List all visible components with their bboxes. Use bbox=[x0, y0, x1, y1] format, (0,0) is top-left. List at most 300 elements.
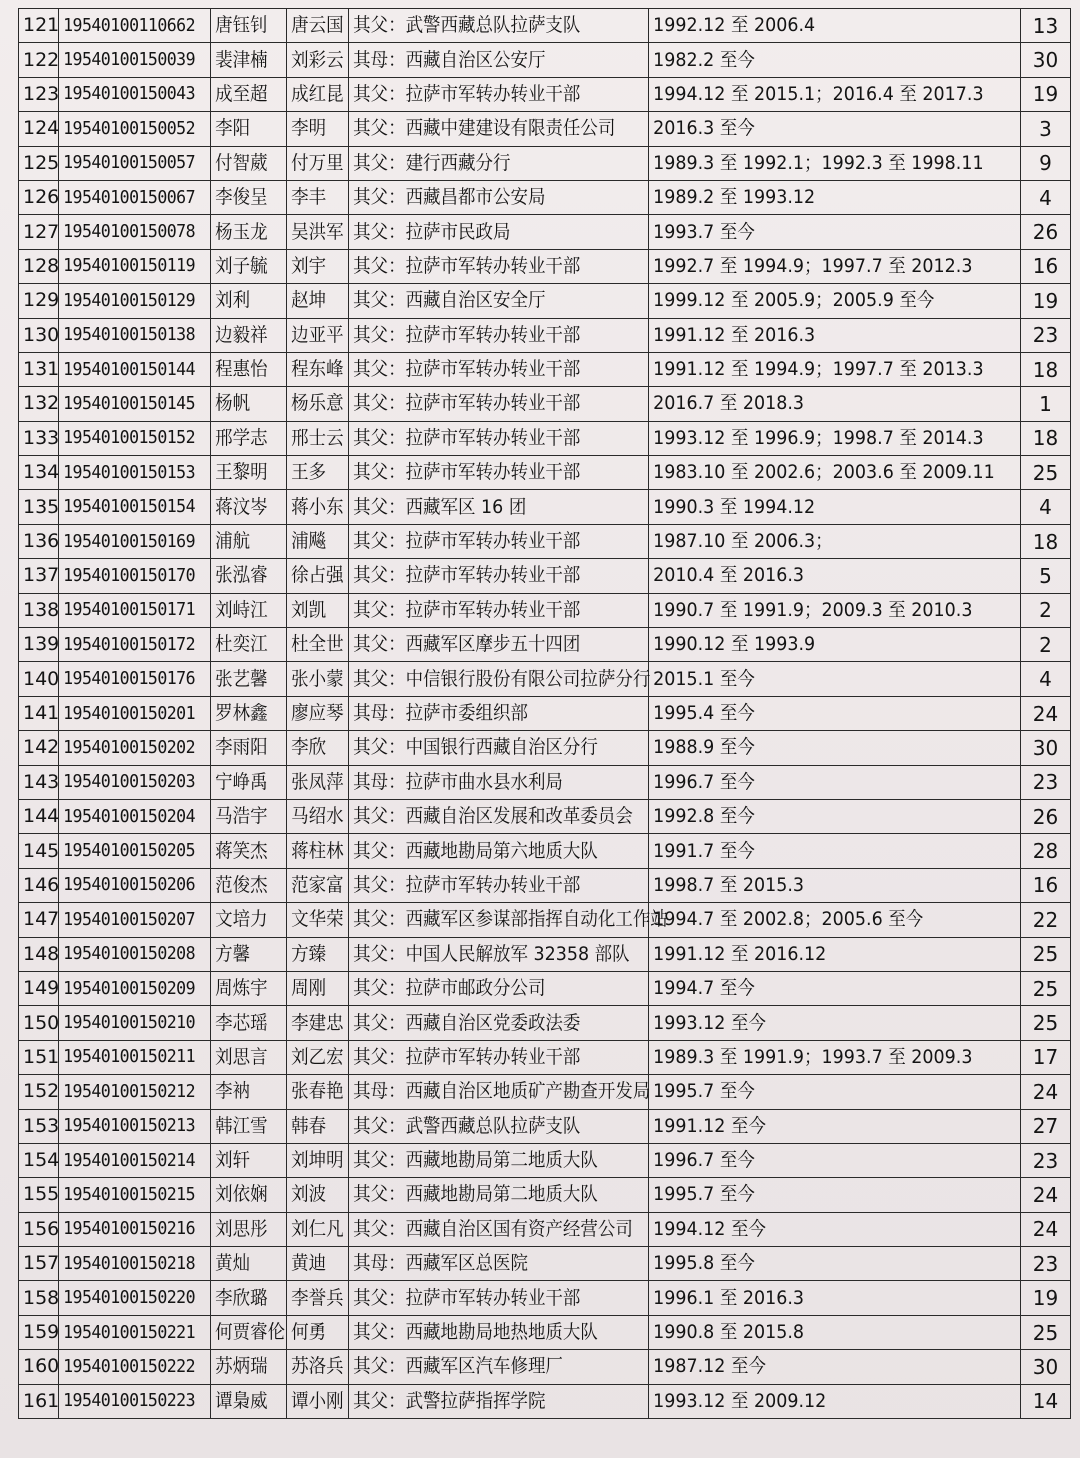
registration-number-cell: 19540100150145 bbox=[59, 387, 199, 421]
service-period-cell: 1995.7 至今 bbox=[649, 1178, 991, 1212]
table-row bbox=[19, 971, 1071, 1005]
parent-name-cell: 成红昆 bbox=[287, 77, 344, 111]
row-number-cell: 146 bbox=[19, 868, 59, 902]
service-period-cell: 1993.12 至 1996.9；1998.7 至 2014.3 bbox=[649, 421, 991, 455]
table-row bbox=[19, 112, 1071, 146]
parent-name-cell: 刘乙宏 bbox=[287, 1040, 344, 1074]
row-number-cell: 152 bbox=[19, 1075, 59, 1109]
parent-relation-and-employer-cell: 其父：武警西藏总队拉萨支队 bbox=[349, 1109, 625, 1143]
row-number-cell: 154 bbox=[19, 1143, 59, 1177]
service-period-cell: 1990.8 至 2015.8 bbox=[649, 1315, 991, 1349]
student-name-cell: 何贾睿伦 bbox=[211, 1315, 281, 1349]
service-period-cell: 1994.7 至今 bbox=[649, 971, 991, 1005]
parent-name-cell: 周刚 bbox=[287, 971, 344, 1005]
parent-relation-and-employer-cell: 其父：西藏军区 16 团 bbox=[349, 490, 625, 524]
registration-number-cell: 19540100150223 bbox=[59, 1384, 199, 1418]
registration-number-cell: 19540100150201 bbox=[59, 696, 199, 730]
registration-number-cell: 19540100150170 bbox=[59, 559, 199, 593]
parent-name-cell: 廖应琴 bbox=[287, 696, 344, 730]
parent-name-cell: 唐云国 bbox=[287, 9, 344, 43]
parent-relation-and-employer-cell: 其父：拉萨市军转办转业干部 bbox=[349, 456, 625, 490]
years-served-cell: 23 bbox=[1021, 1247, 1071, 1281]
parent-name-cell: 苏洛兵 bbox=[287, 1350, 344, 1384]
years-served-cell: 9 bbox=[1021, 146, 1071, 180]
student-name-cell: 刘思言 bbox=[211, 1040, 281, 1074]
parent-name-cell: 文华荣 bbox=[287, 903, 344, 937]
row-number-cell: 137 bbox=[19, 559, 59, 593]
table-row bbox=[19, 180, 1071, 214]
parent-name-cell: 刘宇 bbox=[287, 249, 344, 283]
years-served-cell: 25 bbox=[1021, 456, 1071, 490]
student-name-cell: 范俊杰 bbox=[211, 868, 281, 902]
table-row bbox=[19, 43, 1071, 77]
row-number-cell: 150 bbox=[19, 1006, 59, 1040]
registration-number-cell: 19540100150205 bbox=[59, 834, 199, 868]
years-served-cell: 4 bbox=[1021, 662, 1071, 696]
registration-number-cell: 19540100150169 bbox=[59, 524, 199, 558]
registration-number-cell: 19540100150203 bbox=[59, 765, 199, 799]
parent-name-cell: 浦飚 bbox=[287, 524, 344, 558]
table-row bbox=[19, 1315, 1071, 1349]
years-served-cell: 16 bbox=[1021, 249, 1071, 283]
row-number-cell: 129 bbox=[19, 284, 59, 318]
years-served-cell: 30 bbox=[1021, 43, 1071, 77]
row-number-cell: 139 bbox=[19, 628, 59, 662]
table-row bbox=[19, 868, 1071, 902]
row-number-cell: 153 bbox=[19, 1109, 59, 1143]
roster-table bbox=[18, 8, 1071, 1419]
student-name-cell: 罗林鑫 bbox=[211, 696, 281, 730]
parent-relation-and-employer-cell: 其父：拉萨市军转办转业干部 bbox=[349, 77, 625, 111]
row-number-cell: 140 bbox=[19, 662, 59, 696]
registration-number-cell: 19540100150039 bbox=[59, 43, 199, 77]
years-served-cell: 30 bbox=[1021, 1350, 1071, 1384]
student-name-cell: 黄灿 bbox=[211, 1247, 281, 1281]
table-row bbox=[19, 524, 1071, 558]
parent-relation-and-employer-cell: 其父：拉萨市军转办转业干部 bbox=[349, 868, 625, 902]
student-name-cell: 刘峙江 bbox=[211, 593, 281, 627]
row-number-cell: 136 bbox=[19, 524, 59, 558]
table-row bbox=[19, 731, 1071, 765]
parent-relation-and-employer-cell: 其父：西藏自治区国有资产经营公司 bbox=[349, 1212, 625, 1246]
student-name-cell: 李雨阳 bbox=[211, 731, 281, 765]
parent-name-cell: 马绍水 bbox=[287, 799, 344, 833]
service-period-cell: 1990.12 至 1993.9 bbox=[649, 628, 991, 662]
table-row bbox=[19, 490, 1071, 524]
registration-number-cell: 19540100150214 bbox=[59, 1143, 199, 1177]
years-served-cell: 25 bbox=[1021, 1315, 1071, 1349]
parent-relation-and-employer-cell: 其父：西藏军区汽车修理厂 bbox=[349, 1350, 625, 1384]
row-number-cell: 159 bbox=[19, 1315, 59, 1349]
table-row bbox=[19, 937, 1071, 971]
registration-number-cell: 19540100110662 bbox=[59, 9, 199, 43]
table-row bbox=[19, 456, 1071, 490]
table-row bbox=[19, 1040, 1071, 1074]
student-name-cell: 成至超 bbox=[211, 77, 281, 111]
registration-number-cell: 19540100150154 bbox=[59, 490, 199, 524]
parent-name-cell: 刘坤明 bbox=[287, 1143, 344, 1177]
student-name-cell: 刘依娴 bbox=[211, 1178, 281, 1212]
student-name-cell: 张艺馨 bbox=[211, 662, 281, 696]
registration-number-cell: 19540100150052 bbox=[59, 112, 199, 146]
row-number-cell: 126 bbox=[19, 180, 59, 214]
parent-name-cell: 方臻 bbox=[287, 937, 344, 971]
parent-relation-and-employer-cell: 其母：西藏自治区公安厅 bbox=[349, 43, 625, 77]
parent-name-cell: 张春艳 bbox=[287, 1075, 344, 1109]
years-served-cell: 5 bbox=[1021, 559, 1071, 593]
student-name-cell: 谭梟威 bbox=[211, 1384, 281, 1418]
years-served-cell: 23 bbox=[1021, 1143, 1071, 1177]
row-number-cell: 122 bbox=[19, 43, 59, 77]
student-name-cell: 刘子毓 bbox=[211, 249, 281, 283]
years-served-cell: 2 bbox=[1021, 593, 1071, 627]
table-row bbox=[19, 9, 1071, 43]
student-name-cell: 马浩宇 bbox=[211, 799, 281, 833]
row-number-cell: 134 bbox=[19, 456, 59, 490]
service-period-cell: 1994.12 至今 bbox=[649, 1212, 991, 1246]
years-served-cell: 13 bbox=[1021, 9, 1071, 43]
student-name-cell: 唐钰钊 bbox=[211, 9, 281, 43]
parent-relation-and-employer-cell: 其父：西藏军区参谋部指挥自动化工作站 bbox=[349, 903, 625, 937]
parent-name-cell: 谭小刚 bbox=[287, 1384, 344, 1418]
service-period-cell: 2016.7 至 2018.3 bbox=[649, 387, 991, 421]
student-name-cell: 李阳 bbox=[211, 112, 281, 146]
parent-relation-and-employer-cell: 其父：拉萨市军转办转业干部 bbox=[349, 421, 625, 455]
table-row bbox=[19, 628, 1071, 662]
service-period-cell: 1983.10 至 2002.6；2003.6 至 2009.11 bbox=[649, 456, 991, 490]
parent-name-cell: 杨乐意 bbox=[287, 387, 344, 421]
service-period-cell: 1987.10 至 2006.3； bbox=[649, 524, 991, 558]
registration-number-cell: 19540100150152 bbox=[59, 421, 199, 455]
table-row bbox=[19, 903, 1071, 937]
parent-name-cell: 黄迪 bbox=[287, 1247, 344, 1281]
service-period-cell: 1994.12 至 2015.1；2016.4 至 2017.3 bbox=[649, 77, 991, 111]
registration-number-cell: 19540100150172 bbox=[59, 628, 199, 662]
row-number-cell: 145 bbox=[19, 834, 59, 868]
student-name-cell: 蒋笑杰 bbox=[211, 834, 281, 868]
table-row bbox=[19, 146, 1071, 180]
parent-relation-and-employer-cell: 其父：中信银行股份有限公司拉萨分行 bbox=[349, 662, 625, 696]
table-row bbox=[19, 1178, 1071, 1212]
table-row bbox=[19, 77, 1071, 111]
years-served-cell: 26 bbox=[1021, 215, 1071, 249]
parent-name-cell: 何勇 bbox=[287, 1315, 344, 1349]
service-period-cell: 1992.7 至 1994.9；1997.7 至 2012.3 bbox=[649, 249, 991, 283]
registration-number-cell: 19540100150067 bbox=[59, 180, 199, 214]
parent-relation-and-employer-cell: 其父：拉萨市军转办转业干部 bbox=[349, 249, 625, 283]
parent-relation-and-employer-cell: 其父：拉萨市军转办转业干部 bbox=[349, 352, 625, 386]
student-name-cell: 付智葳 bbox=[211, 146, 281, 180]
row-number-cell: 148 bbox=[19, 937, 59, 971]
registration-number-cell: 19540100150057 bbox=[59, 146, 199, 180]
parent-name-cell: 李誉兵 bbox=[287, 1281, 344, 1315]
registration-number-cell: 19540100150210 bbox=[59, 1006, 199, 1040]
years-served-cell: 25 bbox=[1021, 971, 1071, 1005]
service-period-cell: 1996.7 至今 bbox=[649, 1143, 991, 1177]
parent-name-cell: 蒋柱林 bbox=[287, 834, 344, 868]
parent-relation-and-employer-cell: 其父：西藏地勘局第二地质大队 bbox=[349, 1143, 625, 1177]
table-row bbox=[19, 1212, 1071, 1246]
parent-name-cell: 刘彩云 bbox=[287, 43, 344, 77]
years-served-cell: 14 bbox=[1021, 1384, 1071, 1418]
years-served-cell: 25 bbox=[1021, 1006, 1071, 1040]
table-row bbox=[19, 1109, 1071, 1143]
service-period-cell: 1998.7 至 2015.3 bbox=[649, 868, 991, 902]
row-number-cell: 151 bbox=[19, 1040, 59, 1074]
student-name-cell: 方馨 bbox=[211, 937, 281, 971]
registration-number-cell: 19540100150221 bbox=[59, 1315, 199, 1349]
parent-relation-and-employer-cell: 其父：拉萨市军转办转业干部 bbox=[349, 1281, 625, 1315]
service-period-cell: 1999.12 至 2005.9；2005.9 至今 bbox=[649, 284, 991, 318]
parent-name-cell: 李明 bbox=[287, 112, 344, 146]
service-period-cell: 1991.12 至 1994.9；1997.7 至 2013.3 bbox=[649, 352, 991, 386]
student-name-cell: 邢学志 bbox=[211, 421, 281, 455]
student-name-cell: 杜奕江 bbox=[211, 628, 281, 662]
table-row bbox=[19, 662, 1071, 696]
roster-body bbox=[19, 9, 1071, 1419]
service-period-cell: 1992.8 至今 bbox=[649, 799, 991, 833]
years-served-cell: 16 bbox=[1021, 868, 1071, 902]
row-number-cell: 127 bbox=[19, 215, 59, 249]
years-served-cell: 25 bbox=[1021, 937, 1071, 971]
row-number-cell: 124 bbox=[19, 112, 59, 146]
years-served-cell: 28 bbox=[1021, 834, 1071, 868]
parent-name-cell: 张小蒙 bbox=[287, 662, 344, 696]
years-served-cell: 4 bbox=[1021, 490, 1071, 524]
registration-number-cell: 19540100150215 bbox=[59, 1178, 199, 1212]
parent-relation-and-employer-cell: 其母：拉萨市曲水县水利局 bbox=[349, 765, 625, 799]
parent-name-cell: 邢士云 bbox=[287, 421, 344, 455]
registration-number-cell: 19540100150204 bbox=[59, 799, 199, 833]
student-name-cell: 苏炳瑞 bbox=[211, 1350, 281, 1384]
row-number-cell: 131 bbox=[19, 352, 59, 386]
years-served-cell: 18 bbox=[1021, 524, 1071, 558]
parent-relation-and-employer-cell: 其父：西藏地勘局第六地质大队 bbox=[349, 834, 625, 868]
years-served-cell: 30 bbox=[1021, 731, 1071, 765]
table-row bbox=[19, 249, 1071, 283]
parent-relation-and-employer-cell: 其父：拉萨市邮政分公司 bbox=[349, 971, 625, 1005]
parent-name-cell: 边亚平 bbox=[287, 318, 344, 352]
parent-relation-and-employer-cell: 其父：拉萨市军转办转业干部 bbox=[349, 1040, 625, 1074]
registration-number-cell: 19540100150211 bbox=[59, 1040, 199, 1074]
table-row bbox=[19, 352, 1071, 386]
registration-number-cell: 19540100150078 bbox=[59, 215, 199, 249]
student-name-cell: 韩江雪 bbox=[211, 1109, 281, 1143]
parent-name-cell: 李欣 bbox=[287, 731, 344, 765]
row-number-cell: 138 bbox=[19, 593, 59, 627]
registration-number-cell: 19540100150212 bbox=[59, 1075, 199, 1109]
registration-number-cell: 19540100150222 bbox=[59, 1350, 199, 1384]
row-number-cell: 133 bbox=[19, 421, 59, 455]
service-period-cell: 1995.7 至今 bbox=[649, 1075, 991, 1109]
parent-relation-and-employer-cell: 其父：西藏地勘局第二地质大队 bbox=[349, 1178, 625, 1212]
parent-relation-and-employer-cell: 其父：西藏地勘局地热地质大队 bbox=[349, 1315, 625, 1349]
service-period-cell: 1996.7 至今 bbox=[649, 765, 991, 799]
service-period-cell: 1995.4 至今 bbox=[649, 696, 991, 730]
row-number-cell: 135 bbox=[19, 490, 59, 524]
parent-relation-and-employer-cell: 其父：拉萨市民政局 bbox=[349, 215, 625, 249]
parent-name-cell: 王多 bbox=[287, 456, 344, 490]
service-period-cell: 1982.2 至今 bbox=[649, 43, 991, 77]
table-row bbox=[19, 1247, 1071, 1281]
student-name-cell: 杨玉龙 bbox=[211, 215, 281, 249]
service-period-cell: 1991.7 至今 bbox=[649, 834, 991, 868]
student-name-cell: 王黎明 bbox=[211, 456, 281, 490]
parent-name-cell: 范家富 bbox=[287, 868, 344, 902]
parent-name-cell: 蒋小东 bbox=[287, 490, 344, 524]
table-row bbox=[19, 765, 1071, 799]
parent-name-cell: 刘波 bbox=[287, 1178, 344, 1212]
service-period-cell: 1994.7 至 2002.8；2005.6 至今 bbox=[649, 903, 991, 937]
parent-name-cell: 赵坤 bbox=[287, 284, 344, 318]
service-period-cell: 2016.3 至今 bbox=[649, 112, 991, 146]
parent-relation-and-employer-cell: 其父：西藏军区摩步五十四团 bbox=[349, 628, 625, 662]
years-served-cell: 22 bbox=[1021, 903, 1071, 937]
row-number-cell: 158 bbox=[19, 1281, 59, 1315]
years-served-cell: 24 bbox=[1021, 1212, 1071, 1246]
table-row bbox=[19, 1281, 1071, 1315]
table-row bbox=[19, 1350, 1071, 1384]
service-period-cell: 1991.12 至 2016.3 bbox=[649, 318, 991, 352]
registration-number-cell: 19540100150206 bbox=[59, 868, 199, 902]
registration-number-cell: 19540100150144 bbox=[59, 352, 199, 386]
years-served-cell: 19 bbox=[1021, 1281, 1071, 1315]
years-served-cell: 23 bbox=[1021, 765, 1071, 799]
table-row bbox=[19, 799, 1071, 833]
parent-relation-and-employer-cell: 其父：武警西藏总队拉萨支队 bbox=[349, 9, 625, 43]
years-served-cell: 19 bbox=[1021, 284, 1071, 318]
table-row bbox=[19, 387, 1071, 421]
table-row bbox=[19, 318, 1071, 352]
service-period-cell: 1996.1 至 2016.3 bbox=[649, 1281, 991, 1315]
parent-name-cell: 刘仁凡 bbox=[287, 1212, 344, 1246]
row-number-cell: 147 bbox=[19, 903, 59, 937]
parent-relation-and-employer-cell: 其父：拉萨市军转办转业干部 bbox=[349, 318, 625, 352]
student-name-cell: 刘轩 bbox=[211, 1143, 281, 1177]
row-number-cell: 130 bbox=[19, 318, 59, 352]
registration-number-cell: 19540100150207 bbox=[59, 903, 199, 937]
service-period-cell: 1989.3 至 1991.9；1993.7 至 2009.3 bbox=[649, 1040, 991, 1074]
registration-number-cell: 19540100150208 bbox=[59, 937, 199, 971]
parent-relation-and-employer-cell: 其父：西藏自治区发展和改革委员会 bbox=[349, 799, 625, 833]
registration-number-cell: 19540100150216 bbox=[59, 1212, 199, 1246]
table-row bbox=[19, 559, 1071, 593]
parent-relation-and-employer-cell: 其父：西藏自治区安全厅 bbox=[349, 284, 625, 318]
years-served-cell: 24 bbox=[1021, 696, 1071, 730]
registration-number-cell: 19540100150153 bbox=[59, 456, 199, 490]
years-served-cell: 1 bbox=[1021, 387, 1071, 421]
years-served-cell: 24 bbox=[1021, 1075, 1071, 1109]
student-name-cell: 程惠怡 bbox=[211, 352, 281, 386]
parent-name-cell: 吴洪军 bbox=[287, 215, 344, 249]
parent-name-cell: 刘凯 bbox=[287, 593, 344, 627]
table-row bbox=[19, 284, 1071, 318]
registration-number-cell: 19540100150171 bbox=[59, 593, 199, 627]
years-served-cell: 23 bbox=[1021, 318, 1071, 352]
parent-name-cell: 李建忠 bbox=[287, 1006, 344, 1040]
years-served-cell: 18 bbox=[1021, 421, 1071, 455]
service-period-cell: 1993.7 至今 bbox=[649, 215, 991, 249]
parent-relation-and-employer-cell: 其母：拉萨市委组织部 bbox=[349, 696, 625, 730]
student-name-cell: 杨帆 bbox=[211, 387, 281, 421]
student-name-cell: 边毅祥 bbox=[211, 318, 281, 352]
student-name-cell: 浦航 bbox=[211, 524, 281, 558]
service-period-cell: 1989.3 至 1992.1；1992.3 至 1998.11 bbox=[649, 146, 991, 180]
student-name-cell: 周炼宇 bbox=[211, 971, 281, 1005]
parent-relation-and-employer-cell: 其父：建行西藏分行 bbox=[349, 146, 625, 180]
parent-relation-and-employer-cell: 其父：西藏中建建设有限责任公司 bbox=[349, 112, 625, 146]
student-name-cell: 刘思彤 bbox=[211, 1212, 281, 1246]
row-number-cell: 141 bbox=[19, 696, 59, 730]
parent-relation-and-employer-cell: 其父：中国人民解放军 32358 部队 bbox=[349, 937, 625, 971]
row-number-cell: 123 bbox=[19, 77, 59, 111]
student-name-cell: 李俊呈 bbox=[211, 180, 281, 214]
parent-name-cell: 韩春 bbox=[287, 1109, 344, 1143]
years-served-cell: 26 bbox=[1021, 799, 1071, 833]
years-served-cell: 3 bbox=[1021, 112, 1071, 146]
table-row bbox=[19, 834, 1071, 868]
service-period-cell: 1988.9 至今 bbox=[649, 731, 991, 765]
parent-relation-and-employer-cell: 其父：西藏昌都市公安局 bbox=[349, 180, 625, 214]
table-row bbox=[19, 593, 1071, 627]
years-served-cell: 17 bbox=[1021, 1040, 1071, 1074]
service-period-cell: 2015.1 至今 bbox=[649, 662, 991, 696]
service-period-cell: 1995.8 至今 bbox=[649, 1247, 991, 1281]
parent-name-cell: 杜全世 bbox=[287, 628, 344, 662]
years-served-cell: 18 bbox=[1021, 352, 1071, 386]
row-number-cell: 128 bbox=[19, 249, 59, 283]
parent-name-cell: 徐占强 bbox=[287, 559, 344, 593]
table-row bbox=[19, 215, 1071, 249]
parent-relation-and-employer-cell: 其父：武警拉萨指挥学院 bbox=[349, 1384, 625, 1418]
student-name-cell: 李芯瑶 bbox=[211, 1006, 281, 1040]
student-name-cell: 刘利 bbox=[211, 284, 281, 318]
service-period-cell: 1992.12 至 2006.4 bbox=[649, 9, 991, 43]
row-number-cell: 149 bbox=[19, 971, 59, 1005]
parent-name-cell: 程东峰 bbox=[287, 352, 344, 386]
student-name-cell: 李欣璐 bbox=[211, 1281, 281, 1315]
service-period-cell: 1990.3 至 1994.12 bbox=[649, 490, 991, 524]
parent-relation-and-employer-cell: 其父：拉萨市军转办转业干部 bbox=[349, 387, 625, 421]
years-served-cell: 4 bbox=[1021, 180, 1071, 214]
registration-number-cell: 19540100150138 bbox=[59, 318, 199, 352]
years-served-cell: 19 bbox=[1021, 77, 1071, 111]
row-number-cell: 156 bbox=[19, 1212, 59, 1246]
registration-number-cell: 19540100150119 bbox=[59, 249, 199, 283]
table-row bbox=[19, 421, 1071, 455]
registration-number-cell: 19540100150176 bbox=[59, 662, 199, 696]
row-number-cell: 121 bbox=[19, 9, 59, 43]
row-number-cell: 132 bbox=[19, 387, 59, 421]
registration-number-cell: 19540100150220 bbox=[59, 1281, 199, 1315]
row-number-cell: 155 bbox=[19, 1178, 59, 1212]
table-row bbox=[19, 696, 1071, 730]
student-name-cell: 李衲 bbox=[211, 1075, 281, 1109]
table-row bbox=[19, 1384, 1071, 1418]
service-period-cell: 1993.12 至 2009.12 bbox=[649, 1384, 991, 1418]
row-number-cell: 160 bbox=[19, 1350, 59, 1384]
student-name-cell: 张泓睿 bbox=[211, 559, 281, 593]
parent-relation-and-employer-cell: 其父：拉萨市军转办转业干部 bbox=[349, 524, 625, 558]
row-number-cell: 157 bbox=[19, 1247, 59, 1281]
row-number-cell: 143 bbox=[19, 765, 59, 799]
student-name-cell: 蒋汶岑 bbox=[211, 490, 281, 524]
service-period-cell: 1987.12 至今 bbox=[649, 1350, 991, 1384]
service-period-cell: 1991.12 至今 bbox=[649, 1109, 991, 1143]
student-name-cell: 裴津楠 bbox=[211, 43, 281, 77]
table-row bbox=[19, 1143, 1071, 1177]
row-number-cell: 161 bbox=[19, 1384, 59, 1418]
